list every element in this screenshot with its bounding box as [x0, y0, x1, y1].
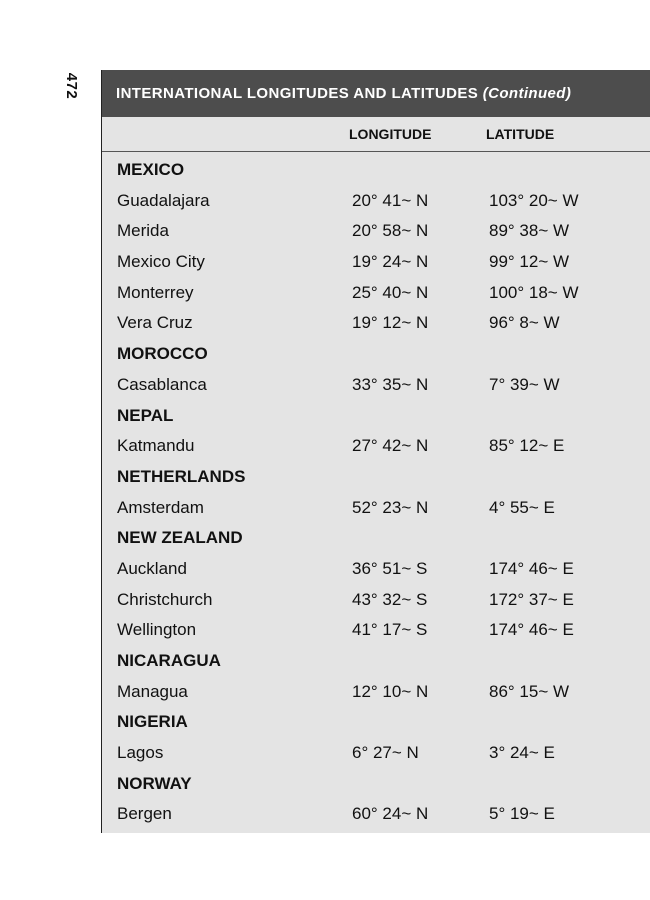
latitude-cell: 3° 24~ E	[489, 743, 555, 763]
column-header-longitude: LONGITUDE	[349, 126, 432, 142]
country-heading-row	[102, 646, 650, 677]
country-name: MEXICO	[117, 160, 185, 179]
latitude-cell: 7° 39~ W	[489, 374, 560, 394]
country-name: NICARAGUA	[117, 651, 221, 670]
city-name: Katmandu	[117, 436, 195, 456]
country-heading-row	[102, 155, 650, 186]
latitude-cell: 100° 18~ W	[489, 282, 579, 302]
table-row	[102, 431, 650, 462]
table-row	[102, 186, 650, 217]
table-row	[102, 216, 650, 247]
country-name: NEPAL	[117, 405, 174, 425]
country-name: MOROCCO	[117, 344, 208, 364]
table-row	[102, 585, 650, 616]
longitude-cell: 6° 27~ N	[352, 743, 419, 763]
table-row	[102, 308, 650, 339]
country-name: NIGERIA	[117, 712, 188, 732]
longitude-cell: 36° 51~ S	[352, 558, 428, 578]
longitude-cell: 25° 40~ N	[352, 282, 429, 302]
latitude-cell: 103° 20~ W	[489, 190, 579, 210]
longitude-cell: 12° 10~ N	[352, 681, 429, 701]
longitude-cell: 20° 41~ N	[352, 190, 429, 210]
column-headers	[102, 117, 650, 152]
table-row	[102, 278, 650, 309]
city-name: Amsterdam	[117, 497, 204, 517]
longitude-cell: 27° 42~ N	[352, 436, 429, 456]
latitude-cell: 86° 15~ W	[489, 681, 570, 701]
city-name: Christchurch	[117, 589, 213, 609]
country-heading-row	[102, 523, 650, 554]
longitude-cell: 41° 17~ S	[352, 620, 428, 640]
city-name: Vera Cruz	[117, 313, 193, 333]
country-name: NORWAY	[117, 773, 192, 793]
city-name: Auckland	[117, 558, 187, 578]
country-heading-row	[102, 339, 650, 370]
longitude-cell: 43° 32~ S	[352, 589, 428, 609]
latitude-cell: 89° 38~ W	[489, 221, 570, 241]
city-name: Casablanca	[117, 374, 207, 394]
table-row	[102, 370, 650, 401]
latitude-cell: 172° 37~ E	[489, 589, 574, 609]
longitude-cell: 33° 35~ N	[352, 374, 429, 394]
longitude-cell: 52° 23~ N	[352, 497, 429, 517]
table-row	[102, 615, 650, 646]
country-heading-row	[102, 707, 650, 738]
latitude-cell: 174° 46~ E	[489, 620, 574, 640]
longitude-cell: 20° 58~ N	[352, 221, 429, 241]
city-name: Mexico City	[117, 252, 205, 272]
table-row	[102, 738, 650, 769]
city-name: Monterrey	[117, 282, 194, 302]
country-heading-row	[102, 462, 650, 493]
longitude-cell: 19° 12~ N	[352, 313, 429, 333]
table-row	[102, 554, 650, 585]
city-name: Merida	[117, 221, 169, 241]
city-name: Wellington	[117, 620, 197, 640]
page-number: 472	[63, 72, 81, 100]
longitude-cell: 19° 24~ N	[352, 252, 429, 272]
country-heading-row	[102, 769, 650, 800]
country-name: NEW ZEALAND	[117, 528, 243, 548]
table-title-suffix: (Continued)	[482, 85, 572, 102]
table-body	[102, 152, 650, 830]
table-row	[102, 677, 650, 708]
latitude-cell: 96° 8~ W	[489, 313, 560, 333]
latitude-cell: 5° 19~ E	[489, 804, 555, 824]
longitude-cell: 60° 24~ N	[352, 804, 429, 824]
country-name: NETHERLANDS	[117, 466, 246, 486]
city-name: Guadalajara	[117, 190, 210, 210]
country-heading-row	[102, 401, 650, 432]
table-header	[102, 70, 650, 117]
table-row	[102, 493, 650, 524]
city-name: Bergen	[117, 804, 172, 824]
table-row	[102, 247, 650, 278]
latitude-cell: 85° 12~ E	[489, 436, 565, 456]
city-name: Lagos	[117, 743, 164, 763]
table-row	[102, 799, 650, 830]
coordinates-table	[101, 70, 650, 833]
latitude-cell: 99° 12~ W	[489, 252, 570, 272]
column-header-latitude: LATITUDE	[486, 126, 555, 142]
latitude-cell: 4° 55~ E	[489, 497, 555, 517]
city-name: Managua	[117, 681, 188, 701]
latitude-cell: 174° 46~ E	[489, 558, 574, 578]
table-title: INTERNATIONAL LONGITUDES AND LATITUDES	[116, 85, 479, 102]
